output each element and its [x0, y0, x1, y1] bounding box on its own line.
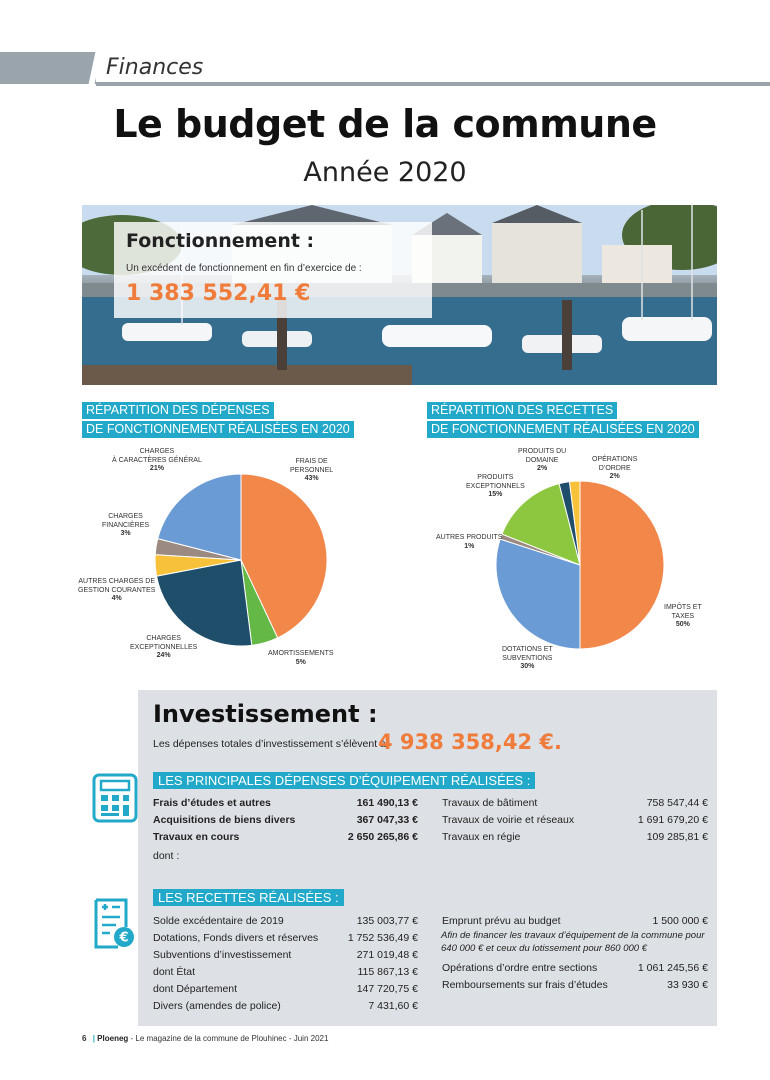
label-operations-ordre: OPÉRATIONS D’ORDRE 2% — [592, 456, 638, 480]
recette-item-value: 7 431,60 € — [368, 1000, 418, 1012]
fonctionnement-title: Fonctionnement : — [126, 230, 315, 252]
receipt-euro-icon — [92, 897, 136, 956]
recette-item-value: 147 720,75 € — [356, 983, 418, 995]
depense-item-label: Acquisitions de biens divers — [153, 814, 296, 826]
footer-brand: Ploeneg — [97, 1034, 129, 1043]
recettes-realisees-heading: LES RECETTES RÉALISÉES : — [153, 889, 344, 906]
recette-item-value: 115 867,13 € — [357, 966, 418, 978]
page-number: 6 — [82, 1034, 87, 1043]
footer: 6 | Ploeneg - Le magazine de la commune de Plouhinec - Juin 2021 — [82, 1034, 329, 1043]
recette-right-label: Remboursements sur frais d’études — [442, 979, 608, 991]
recettes-pie-chart — [496, 481, 664, 649]
investissement-amount: 4 938 358,42 €. — [378, 730, 563, 754]
recette-item-label: Subventions d’investissement — [153, 949, 292, 961]
label-autres-produits: AUTRES PRODUITS 1% — [436, 534, 503, 550]
depense-item-value: 367 047,33 € — [356, 814, 418, 826]
investissement-text: Les dépenses totales d’investissement s’élèvent à — [153, 738, 386, 750]
depense-item-value: 2 650 265,86 € — [347, 831, 418, 843]
recette-item-label: dont Département — [153, 983, 238, 995]
recette-right-label: Opérations d’ordre entre sections — [442, 962, 598, 974]
depense-detail-item-value: 1 691 679,20 € — [637, 814, 708, 826]
label-frais-personnel: FRAIS DE PERSONNEL 43% — [290, 458, 334, 482]
svg-text:€: € — [119, 930, 129, 946]
section-bar — [0, 52, 770, 84]
pie-slice-imp-ts-et-taxes — [580, 481, 664, 649]
depense-detail-item-label: Travaux en régie — [442, 831, 521, 843]
depense-detail-item-value: 758 547,44 € — [646, 797, 708, 809]
emprunt-note: Afin de financer les travaux d’équipement de la commune pour 640 000 € et ceux du lotissement pour 860 000 € — [441, 930, 705, 954]
depenses-chart-heading: RÉPARTITION DES DÉPENSES DE FONCTIONNEMENT RÉALISÉES EN 2020 — [82, 402, 354, 440]
depense-detail-item-label: Travaux de voirie et réseaux — [442, 814, 575, 826]
recette-right-value: 33 930 € — [667, 979, 708, 991]
label-amortissements: AMORTISSEMENTS 5% — [268, 650, 334, 666]
recette-item-value: 271 019,48 € — [356, 949, 418, 961]
label-charges-exceptionnelles: CHARGES EXCEPTIONNELLES 24% — [130, 635, 198, 659]
calculator-icon — [92, 773, 138, 828]
dont-label: dont : — [153, 850, 180, 862]
recette-item-label: Divers (amendes de police) — [153, 1000, 281, 1012]
depense-item-value: 161 490,13 € — [356, 797, 418, 809]
label-autres-charges: AUTRES CHARGES DE GESTION COURANTES 4% — [78, 578, 156, 602]
label-produits-domaine: PRODUITS DU DOMAINE 2% — [518, 448, 567, 472]
depenses-equipement-heading: LES PRINCIPALES DÉPENSES D’ÉQUIPEMENT RÉALISÉES : — [153, 772, 535, 789]
depense-item-label: Frais d’études et autres — [153, 797, 271, 809]
recette-item-label: Dotations, Fonds divers et réserves — [153, 932, 319, 944]
recette-right-label: Emprunt prévu au budget — [442, 915, 561, 927]
depense-item-label: Travaux en cours — [153, 831, 240, 843]
recette-item-value: 1 752 536,49 € — [347, 932, 418, 944]
fonctionnement-amount: 1 383 552,41 € — [126, 281, 311, 306]
depense-detail-item-label: Travaux de bâtiment — [442, 797, 538, 809]
recette-right-value: 1 500 000 € — [652, 915, 708, 927]
section-label: Finances — [106, 55, 204, 80]
investissement-title: Investissement : — [153, 700, 378, 728]
recette-item-label: Solde excédentaire de 2019 — [153, 915, 284, 927]
page-subtitle: Année 2020 — [303, 157, 467, 188]
recette-item-value: 135 003,77 € — [356, 915, 418, 927]
page-title: Le budget de la commune — [113, 102, 657, 146]
label-produits-exceptionnels: PRODUITS EXCEPTIONNELS 15% — [466, 474, 525, 498]
footer-text: - Le magazine de la commune de Plouhinec - Juin 2021 — [128, 1034, 329, 1043]
label-impots-taxes: IMPÔTS ET TAXES 50% — [664, 604, 702, 628]
recette-right-value: 1 061 245,56 € — [637, 962, 708, 974]
depense-detail-item-value: 109 285,81 € — [646, 831, 708, 843]
fonctionnement-text: Un excédent de fonctionnement en fin d’exercice de : — [126, 263, 362, 274]
label-charges-financieres: CHARGES FINANCIÈRES 3% — [102, 513, 150, 537]
recette-item-label: dont État — [153, 966, 196, 978]
recettes-chart-heading: RÉPARTITION DES RECETTES DE FONCTIONNEMENT RÉALISÉES EN 2020 — [427, 402, 699, 440]
label-dotations: DOTATIONS ET SUBVENTIONS 30% — [502, 646, 553, 670]
label-charges-general: CHARGES À CARACTÈRES GÉNÉRAL 21% — [112, 448, 202, 472]
depenses-pie-chart — [155, 474, 327, 646]
